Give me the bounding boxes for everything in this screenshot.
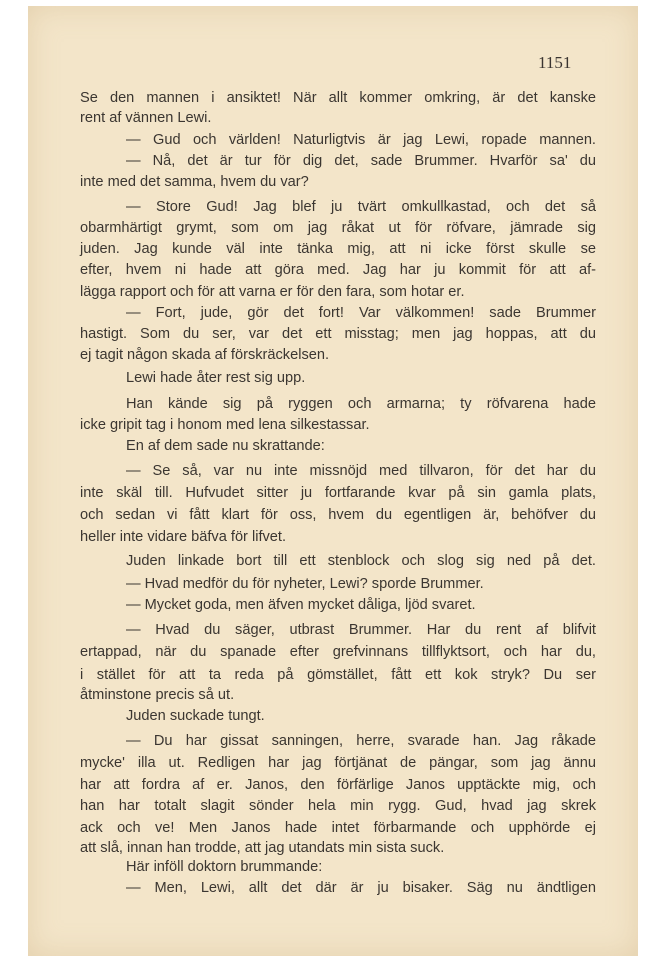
text-line: heller inte vidare bäfva för lifvet. — [80, 529, 287, 545]
text-line: efter, hvem ni hade att göra med. Jag har ju kommit för att af- — [80, 262, 596, 278]
text-line: har att fordra af er. Janos, den förfärlige Janos upptäckte mig, och — [80, 777, 596, 793]
book-page — [28, 6, 638, 956]
text-line: — Men, Lewi, allt det där är ju bisaker. Säg nu ändtligen — [126, 880, 596, 896]
text-line: — Mycket goda, men äfven mycket dåliga, ljöd svaret. — [126, 597, 476, 613]
text-line: — Nå, det är tur för dig det, sade Brummer. Hvarför sa' du — [126, 153, 596, 169]
text-line: ej tagit någon skada af förskräckelsen. — [80, 347, 330, 363]
text-line: — Du har gissat sanningen, herre, svarade han. Jag råkade — [126, 733, 596, 749]
text-line: obarmhärtigt grymt, som om jag råkat ut för röfvare, jämrade sig — [80, 220, 596, 236]
text-line: inte skäl till. Hufvudet sitter ju fortfarande kvar på sin gamla plats, — [80, 485, 596, 501]
text-line: och sedan vi fått klart för oss, hvem du egentligen är, behöfver du — [80, 507, 596, 523]
text-line: ertappad, när du spanade efter grefvinnans tillflyktsort, och har du, — [80, 644, 596, 660]
text-line: — Se så, var nu inte missnöjd med tillvaron, för det har du — [126, 463, 596, 479]
text-line: rent af vännen Lewi. — [80, 110, 212, 126]
text-line: juden. Jag kunde väl inte tänka mig, att ni icke först skulle se — [80, 241, 596, 257]
text-line: han har totalt slagit sönder hela min rygg. Gud, hvad jag skrek — [80, 798, 596, 814]
text-line: — Hvad medför du för nyheter, Lewi? sporde Brummer. — [126, 576, 484, 592]
text-line: att slå, innan han trodde, att jag utandats min sista suck. — [80, 840, 445, 856]
text-line: — Hvad du säger, utbrast Brummer. Har du rent af blifvit — [126, 622, 596, 638]
text-line: En af dem sade nu skrattande: — [126, 438, 325, 454]
text-line: mycke' illa ut. Redligen har jag förtjänat de pängar, som jag ännu — [80, 755, 596, 771]
text-line: Här inföll doktorn brummande: — [126, 859, 323, 875]
text-line: lägga rapport och för att varna er för den fara, som hotar er. — [80, 284, 465, 300]
text-line: ack och ve! Men Janos hade intet förbarmande och upphörde ej — [80, 820, 596, 836]
page-number: 1151 — [538, 53, 572, 72]
text-line: Lewi hade åter rest sig upp. — [126, 370, 306, 386]
text-line: åtminstone precis så ut. — [80, 687, 235, 703]
text-line: Han kände sig på ryggen och armarna; ty röfvarena hade — [126, 396, 596, 412]
text-line: — Fort, jude, gör det fort! Var välkommen! sade Brummer — [126, 305, 596, 321]
text-line: i stället för att ta reda på gömstället, fått ett kok stryk? Du ser — [80, 667, 596, 683]
text-line: Juden linkade bort till ett stenblock och slog sig ned på det. — [126, 553, 596, 569]
text-line: Se den mannen i ansiktet! När allt kommer omkring, är det kanske — [80, 90, 596, 106]
text-line: icke gripit tag i honom med lena silkestassar. — [80, 417, 370, 433]
text-line: Juden suckade tungt. — [126, 708, 265, 724]
text-line: — Store Gud! Jag blef ju tvärt omkullkastad, och det så — [126, 199, 596, 215]
text-line: hastigt. Som du ser, var det ett misstag; men jag hoppas, att du — [80, 326, 596, 342]
text-line: inte med det samma, hvem du var? — [80, 174, 309, 190]
text-line: — Gud och världen! Naturligtvis är jag Lewi, ropade mannen. — [126, 132, 596, 148]
